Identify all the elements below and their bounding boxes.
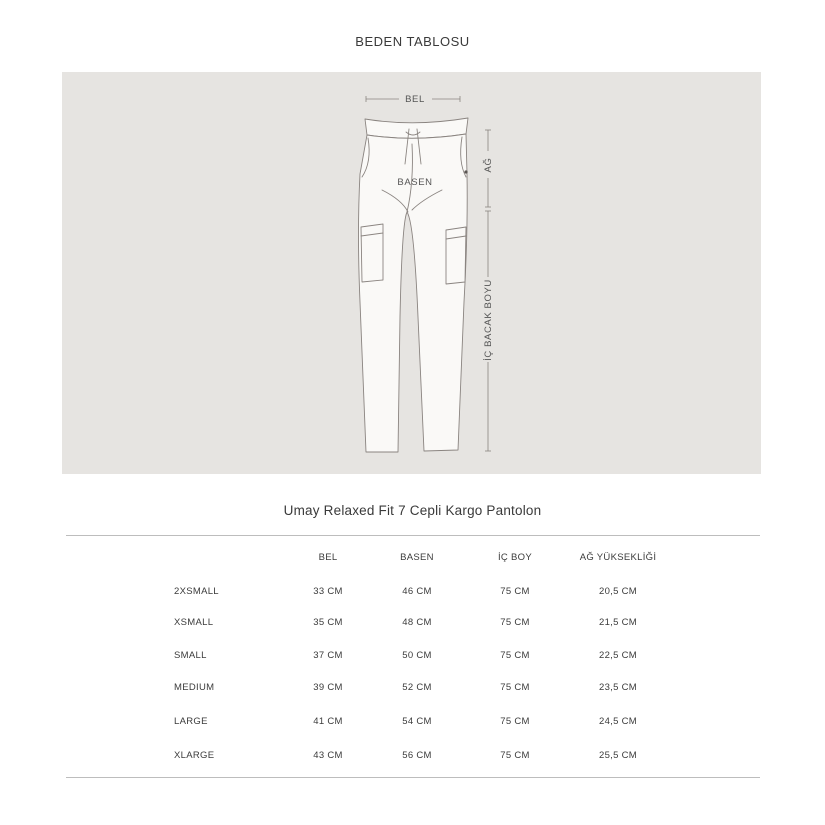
table-cell: 43 CM bbox=[313, 750, 343, 761]
inseam-label: İÇ BACAK BOYU bbox=[483, 279, 494, 361]
row-size-label: SMALL bbox=[174, 650, 207, 661]
table-cell: 75 CM bbox=[500, 650, 530, 661]
row-size-label: XSMALL bbox=[174, 617, 214, 628]
column-header: İÇ BOY bbox=[497, 552, 533, 563]
table-cell: 37 CM bbox=[313, 650, 343, 661]
row-size-label: XLARGE bbox=[174, 750, 215, 761]
rise-label: AĞ bbox=[483, 157, 494, 173]
column-header: BEL bbox=[318, 552, 338, 563]
table-cell: 75 CM bbox=[500, 682, 530, 693]
hip-label: BASEN bbox=[397, 177, 433, 188]
table-cell: 75 CM bbox=[500, 586, 530, 597]
table-cell: 33 CM bbox=[313, 586, 343, 597]
product-title: Umay Relaxed Fit 7 Cepli Kargo Pantolon bbox=[283, 503, 542, 518]
waistband bbox=[365, 118, 468, 138]
cargo-pocket-left bbox=[361, 224, 383, 282]
table-cell: 41 CM bbox=[313, 716, 343, 727]
table-bottom-divider bbox=[66, 777, 760, 778]
table-cell: 50 CM bbox=[402, 650, 432, 661]
row-size-label: LARGE bbox=[174, 716, 208, 727]
table-cell: 46 CM bbox=[402, 586, 432, 597]
table-cell: 54 CM bbox=[402, 716, 432, 727]
row-size-label: 2XSMALL bbox=[174, 586, 219, 597]
table-cell: 75 CM bbox=[500, 750, 530, 761]
table-cell: 56 CM bbox=[402, 750, 432, 761]
table-cell: 24,5 CM bbox=[598, 716, 638, 727]
row-size-label: MEDIUM bbox=[174, 682, 215, 693]
column-header: AĞ YÜKSEKLİĞİ bbox=[579, 552, 657, 563]
table-cell: 75 CM bbox=[500, 716, 530, 727]
table-cell: 35 CM bbox=[313, 617, 343, 628]
table-cell: 23,5 CM bbox=[598, 682, 638, 693]
table-cell: 39 CM bbox=[313, 682, 343, 693]
pants-diagram bbox=[62, 72, 761, 474]
page-title: BEDEN TABLOSU bbox=[355, 34, 470, 49]
table-cell: 52 CM bbox=[402, 682, 432, 693]
size-diagram bbox=[62, 72, 761, 474]
table-cell: 48 CM bbox=[402, 617, 432, 628]
column-header: BASEN bbox=[400, 552, 434, 563]
cargo-pocket-right bbox=[446, 227, 466, 284]
waist-label: BEL bbox=[405, 94, 425, 105]
table-cell: 25,5 CM bbox=[598, 750, 638, 761]
table-cell: 20,5 CM bbox=[598, 586, 638, 597]
table-cell: 75 CM bbox=[500, 617, 530, 628]
table-top-divider bbox=[66, 535, 760, 536]
table-cell: 21,5 CM bbox=[598, 617, 638, 628]
table-cell: 22,5 CM bbox=[598, 650, 638, 661]
